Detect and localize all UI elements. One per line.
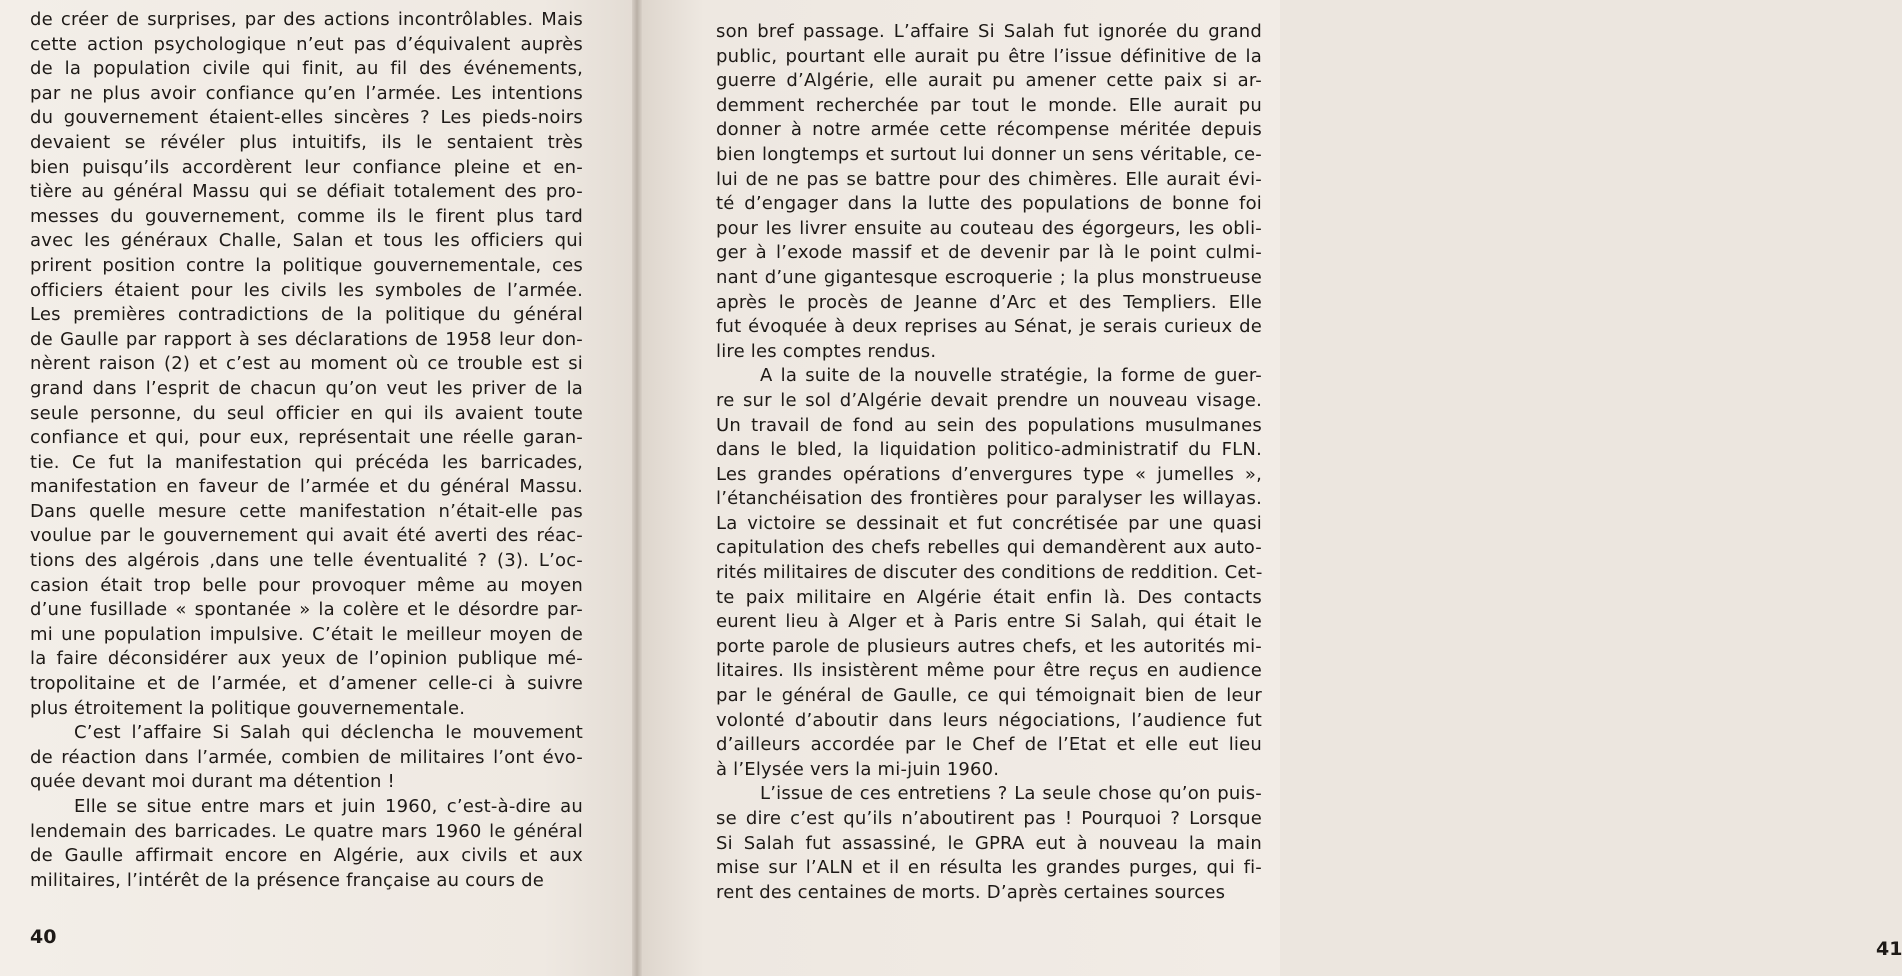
text-line: quée devant moi durant ma détention !	[30, 771, 395, 793]
text-line: litaires. Ils insistèrent même pour être reçus en audience	[716, 660, 1262, 682]
text-line: rent des centaines de morts. D’après certaines sources	[716, 881, 1226, 903]
text-line: avec les généraux Challe, Salan et tous les officiers qui	[30, 230, 583, 252]
left-page	[0, 0, 640, 976]
text-line: Elle se situe entre mars et juin 1960, c’est-à-dire au	[74, 796, 583, 817]
text-line: de créer de surprises, par des actions incontrôlables. Mais	[30, 9, 583, 30]
text-line: demment recherchée par tout le monde. Elle aurait pu	[716, 94, 1262, 116]
text-line: officiers étaient pour les civils les symboles de l’armée.	[30, 279, 583, 301]
text-line: confiance et qui, pour eux, représentait une réelle garan-	[30, 427, 583, 449]
text-line: se dire c’est qu’ils n’aboutirent pas ! Pourquoi ? Lorsque	[716, 808, 1262, 829]
text-line: par ne plus avoir confiance qu’en l’armée. Les intentions	[30, 82, 583, 104]
text-line: Un travail de fond au sein des populations musulmanes	[716, 414, 1262, 436]
right-page-body	[716, 20, 1262, 905]
text-line: messes du gouvernement, comme ils le firent plus tard	[30, 205, 583, 227]
text-line: d’ailleurs accordée par le Chef de l’Etat et elle eut lieu	[716, 734, 1262, 756]
text-line: lui de ne pas se battre pour des chimères. Elle aurait évi-	[716, 168, 1262, 190]
text-line: de Gaulle par rapport à ses déclarations de 1958 leur don-	[30, 328, 583, 350]
left-page-body	[30, 8, 583, 893]
text-line: eurent lieu à Alger et à Paris entre Si Salah, qui était le	[716, 611, 1262, 633]
text-line: volonté d’aboutir dans leurs négociations, l’audience fut	[716, 709, 1262, 731]
text-line: Les premières contradictions de la politique du général	[30, 304, 583, 326]
text-line: L’issue de ces entretiens ? La seule chose qu’on puis-	[760, 783, 1262, 805]
text-line: tière au général Massu qui se défiait totalement des pro-	[30, 181, 583, 203]
text-line: par le général de Gaulle, ce qui témoignait bien de leur	[716, 685, 1262, 707]
text-line: bien puisqu’ils accordèrent leur confiance pleine et en-	[30, 156, 583, 178]
text-line: l’étanchéisation des frontières pour paralyser les willayas.	[716, 488, 1262, 510]
text-line: seule personne, du seul officier en qui ils avaient toute	[30, 402, 583, 424]
text-line: rités militaires de discuter des conditions de reddition. Cet-	[716, 562, 1263, 584]
text-line: à l’Elysée vers la mi-juin 1960.	[716, 758, 1000, 780]
text-line: tie. Ce fut la manifestation qui précéda les barricades,	[30, 451, 583, 473]
text-line: C’est l’affaire Si Salah qui déclencha le mouvement	[74, 722, 583, 744]
text-line: prirent position contre la politique gouvernementale, ces	[30, 254, 583, 276]
text-line: cette action psychologique n’eut pas d’équivalent auprès	[30, 33, 583, 55]
text-line: té d’engager dans la lutte des populations de bonne foi	[716, 193, 1262, 215]
text-line: ger à l’exode massif et de devenir par là le point culmi-	[716, 242, 1262, 264]
text-line: voulue par le gouvernement qui avait été averti des réac-	[30, 525, 583, 547]
text-line: donner à notre armée cette récompense méritée depuis	[716, 119, 1262, 141]
text-line: lendemain des barricades. Le quatre mars 1960 le général	[30, 820, 583, 842]
book-gutter	[632, 0, 642, 976]
text-line: nèrent raison (2) et c’est au moment où ce trouble est si	[30, 353, 583, 375]
text-line: nant d’une gigantesque escroquerie ; la plus monstrueuse	[716, 266, 1262, 288]
text-line: d’une fusillade « spontanée » la colère et le désordre par-	[30, 599, 583, 621]
text-line: mi une population impulsive. C’était le meilleur moyen de	[30, 623, 583, 645]
text-line: porte parole de plusieurs autres chefs, et les autorités mi-	[716, 635, 1262, 657]
text-line: manifestation en faveur de l’armée et du général Massu.	[30, 476, 583, 498]
text-line: Si Salah fut assassiné, le GPRA eut à nouveau la main	[716, 832, 1262, 854]
text-line: tropolitaine et de l’armée, et d’amener celle-ci à suivre	[30, 673, 583, 695]
text-line: bien longtemps et surtout lui donner un sens véritable, ce-	[716, 143, 1262, 165]
text-line: casion était trop belle pour provoquer même au moyen	[30, 574, 583, 596]
text-line: son bref passage. L’affaire Si Salah fut ignorée du grand	[716, 21, 1262, 42]
text-line: grand dans l’esprit de chacun qu’on veut les priver de la	[30, 377, 583, 399]
text-line: guerre d’Algérie, elle aurait pu amener cette paix si ar-	[716, 70, 1262, 92]
text-line: de la population civile qui finit, au fil des événements,	[30, 58, 583, 80]
text-line: mise sur l’ALN et il en résulta les grandes purges, qui fi-	[716, 857, 1262, 879]
text-line: dans le bled, la liquidation politico-administratif du FLN.	[716, 439, 1262, 461]
text-line: Dans quelle mesure cette manifestation n’était-elle pas	[30, 500, 583, 522]
text-line: de Gaulle affirmait encore en Algérie, aux civils et aux	[30, 845, 583, 867]
text-line: Les grandes opérations d’envergures type « jumelles »,	[716, 463, 1262, 485]
text-line: lire les comptes rendus.	[716, 340, 937, 362]
text-line: la faire déconsidérer aux yeux de l’opinion publique mé-	[30, 648, 583, 670]
text-line: plus étroitement la politique gouvernementale.	[30, 697, 466, 719]
text-line: tions des algérois ,dans une telle éventualité ? (3). L’oc-	[30, 550, 583, 572]
text-line: capitulation des chefs rebelles qui demandèrent aux auto-	[716, 537, 1262, 559]
text-line: du gouvernement étaient-elles sincères ? Les pieds-noirs	[30, 107, 583, 129]
text-line: militaires, l’intérêt de la présence française au cours de	[30, 869, 545, 891]
text-line: public, pourtant elle aurait pu être l’issue définitive de la	[716, 45, 1262, 67]
text-line: devaient se révéler plus intuitifs, ils le sentaient très	[30, 131, 583, 153]
text-line: de réaction dans l’armée, combien de militaires l’ont évo-	[30, 746, 583, 768]
left-page-number: 40	[30, 926, 57, 948]
right-page-number: 41	[1876, 938, 1902, 960]
text-line: A la suite de la nouvelle stratégie, la forme de guer-	[760, 365, 1262, 387]
text-line: fut évoquée à deux reprises au Sénat, je serais curieux de	[716, 316, 1262, 338]
text-line: après le procès de Jeanne d’Arc et des Templiers. Elle	[716, 291, 1262, 313]
text-line: pour les livrer ensuite au couteau des égorgeurs, les obli-	[716, 217, 1262, 239]
text-line: re sur le sol d’Algérie devait prendre un nouveau visage.	[716, 389, 1262, 411]
text-line: La victoire se dessinait et fut concrétisée par une quasi	[716, 512, 1262, 534]
text-line: te paix militaire en Algérie était enfin là. Des contacts	[716, 586, 1262, 608]
